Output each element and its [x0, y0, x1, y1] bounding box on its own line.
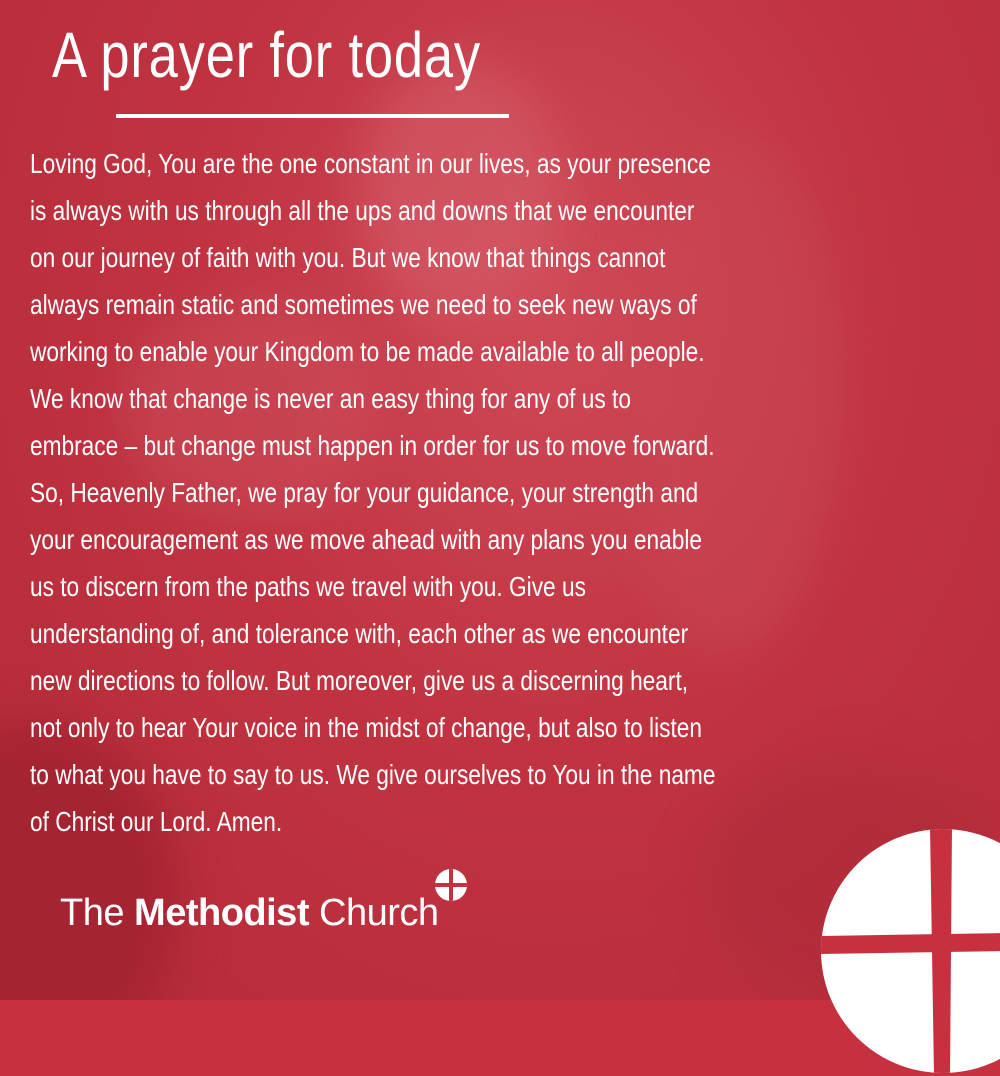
prayer-line: We know that change is never an easy thing for any of us to: [30, 383, 631, 414]
prayer-line: not only to hear Your voice in the midst of change, but also to listen: [30, 712, 703, 743]
methodist-orb-cross-icon: [434, 868, 468, 902]
prayer-line: is always with us through all the ups and downs that we encounter: [30, 195, 695, 226]
prayer-line: embrace – but change must happen in order for us to move forward.: [30, 430, 715, 461]
prayer-line: new directions to follow. But moreover, give us a discerning heart,: [30, 665, 689, 696]
logo-word: The: [60, 892, 135, 934]
prayer-line: Loving God, You are the one constant in our lives, as your presence: [30, 148, 711, 179]
methodist-church-logo: [60, 892, 439, 935]
title-underline: [116, 114, 509, 118]
methodist-orb-cross-icon: [818, 826, 1000, 1076]
prayer-line: your encouragement as we move ahead with any plans you enable: [30, 524, 703, 555]
logo-word-bold: Methodist: [134, 892, 309, 934]
prayer-line: So, Heavenly Father, we pray for your guidance, your strength and: [30, 477, 699, 508]
prayer-line: on our journey of faith with you. But we know that things cannot: [30, 242, 666, 273]
prayer-text: [30, 140, 970, 845]
prayer-line: us to discern from the paths we travel with you. Give us: [30, 571, 586, 602]
prayer-line: to what you have to say to us. We give ourselves to You in the name: [30, 759, 716, 790]
prayer-line: working to enable your Kingdom to be made available to all people.: [30, 336, 705, 367]
logo-word: Church: [308, 892, 439, 934]
prayer-line: understanding of, and tolerance with, each other as we encounter: [30, 618, 689, 649]
prayer-line: always remain static and sometimes we need to seek new ways of: [30, 289, 697, 320]
prayer-line: of Christ our Lord. Amen.: [30, 806, 283, 837]
page-title: A prayer for today: [52, 19, 481, 91]
